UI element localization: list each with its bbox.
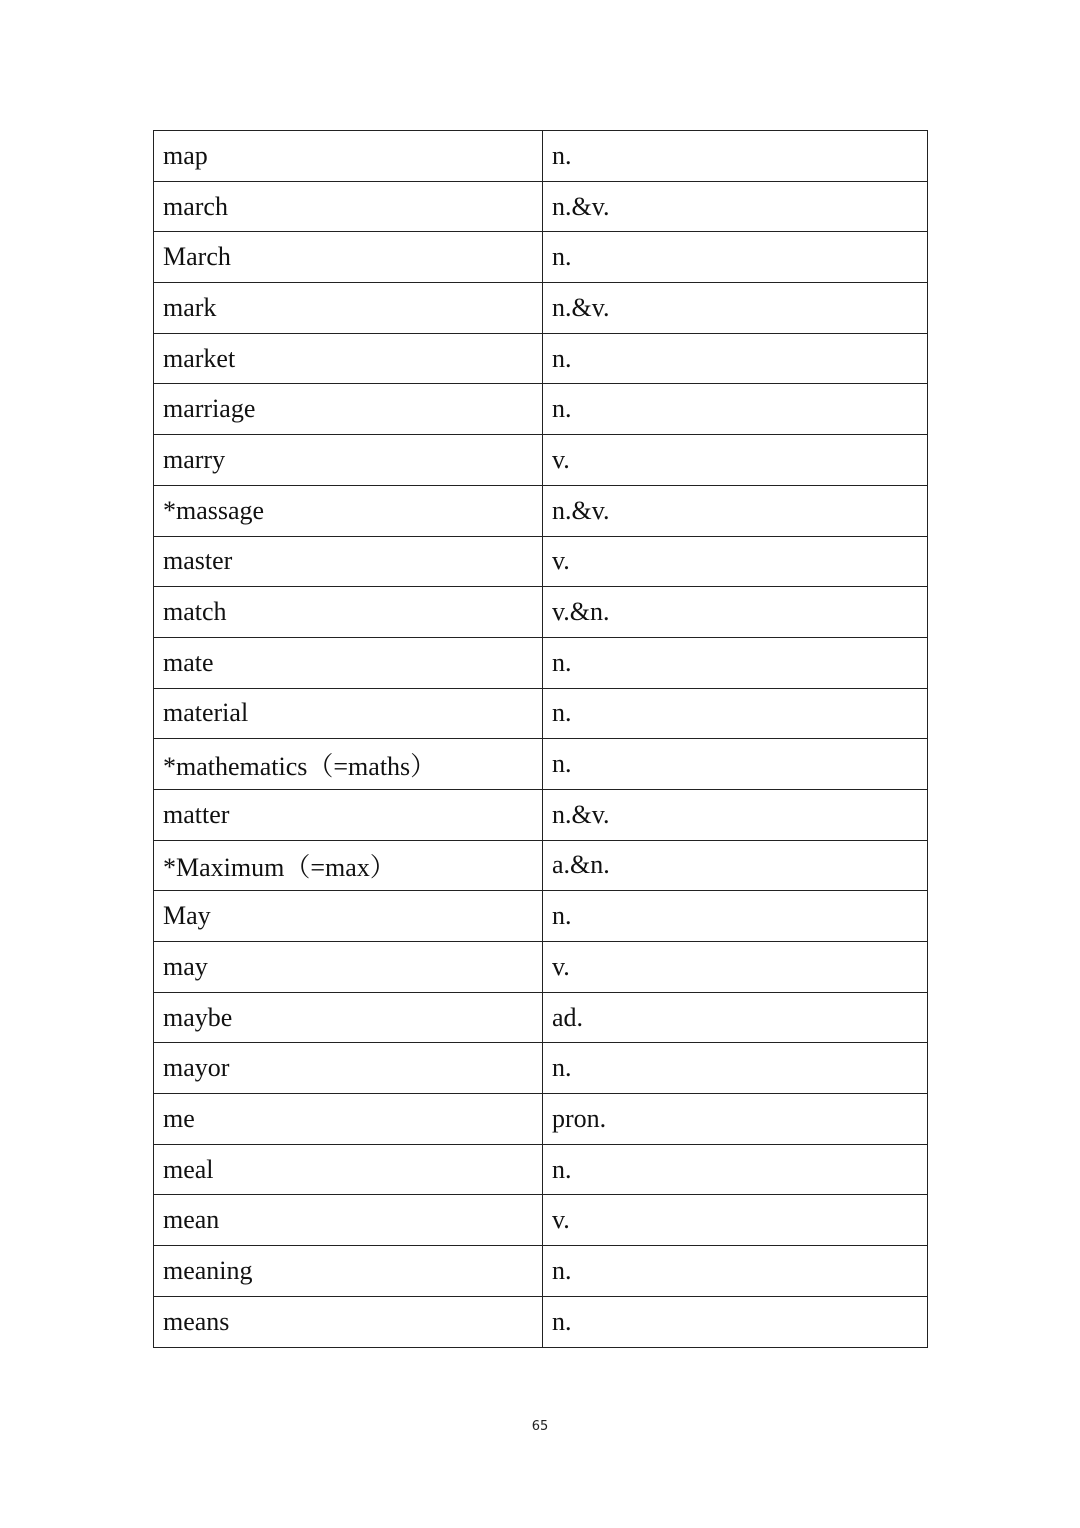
page-number: 65 [531, 1419, 549, 1434]
word-cell: market [154, 333, 543, 384]
part-of-speech-cell: n. [543, 384, 928, 435]
word-cell: me [154, 1094, 543, 1145]
table-row [154, 131, 928, 182]
word-cell: material [154, 688, 543, 739]
word-cell: March [154, 232, 543, 283]
table-row [154, 1144, 928, 1195]
part-of-speech-cell: a.&n. [543, 840, 928, 891]
word-cell: meaning [154, 1246, 543, 1297]
part-of-speech-cell: n. [543, 1043, 928, 1094]
table-row [154, 232, 928, 283]
part-of-speech-cell: n. [543, 333, 928, 384]
table-row [154, 435, 928, 486]
part-of-speech-cell: n. [543, 891, 928, 942]
table-row [154, 1043, 928, 1094]
word-cell: march [154, 181, 543, 232]
table-row [154, 739, 928, 790]
vocabulary-table [153, 130, 928, 1348]
table-row [154, 840, 928, 891]
word-cell: mark [154, 283, 543, 334]
word-cell: meal [154, 1144, 543, 1195]
table-row [154, 384, 928, 435]
word-cell: *mathematics（=maths） [154, 739, 543, 790]
part-of-speech-cell: pron. [543, 1094, 928, 1145]
word-cell: means [154, 1296, 543, 1347]
table-row [154, 942, 928, 993]
part-of-speech-cell: n.&v. [543, 789, 928, 840]
part-of-speech-cell: v. [543, 1195, 928, 1246]
vocabulary-table-body [154, 131, 928, 1348]
table-row [154, 1296, 928, 1347]
part-of-speech-cell: n. [543, 739, 928, 790]
word-cell: mayor [154, 1043, 543, 1094]
table-row [154, 181, 928, 232]
part-of-speech-cell: n.&v. [543, 485, 928, 536]
part-of-speech-cell: v. [543, 536, 928, 587]
table-row [154, 1094, 928, 1145]
word-cell: matter [154, 789, 543, 840]
table-row [154, 789, 928, 840]
word-cell: may [154, 942, 543, 993]
word-cell: maybe [154, 992, 543, 1043]
part-of-speech-cell: n.&v. [543, 283, 928, 334]
part-of-speech-cell: n. [543, 637, 928, 688]
table-row [154, 637, 928, 688]
word-cell: May [154, 891, 543, 942]
part-of-speech-cell: v.&n. [543, 587, 928, 638]
table-row [154, 283, 928, 334]
part-of-speech-cell: n. [543, 131, 928, 182]
word-cell: *Maximum（=max） [154, 840, 543, 891]
table-row [154, 1246, 928, 1297]
part-of-speech-cell: n. [543, 1296, 928, 1347]
word-cell: *massage [154, 485, 543, 536]
part-of-speech-cell: n. [543, 1144, 928, 1195]
word-cell: master [154, 536, 543, 587]
part-of-speech-cell: n. [543, 1246, 928, 1297]
word-cell: marriage [154, 384, 543, 435]
part-of-speech-cell: ad. [543, 992, 928, 1043]
word-cell: mean [154, 1195, 543, 1246]
table-row [154, 891, 928, 942]
word-cell: match [154, 587, 543, 638]
word-cell: map [154, 131, 543, 182]
table-row [154, 587, 928, 638]
table-row [154, 333, 928, 384]
table-row [154, 536, 928, 587]
table-row [154, 992, 928, 1043]
part-of-speech-cell: n. [543, 232, 928, 283]
table-row [154, 485, 928, 536]
part-of-speech-cell: n.&v. [543, 181, 928, 232]
word-cell: mate [154, 637, 543, 688]
part-of-speech-cell: v. [543, 435, 928, 486]
part-of-speech-cell: n. [543, 688, 928, 739]
table-row [154, 688, 928, 739]
word-cell: marry [154, 435, 543, 486]
part-of-speech-cell: v. [543, 942, 928, 993]
table-row [154, 1195, 928, 1246]
